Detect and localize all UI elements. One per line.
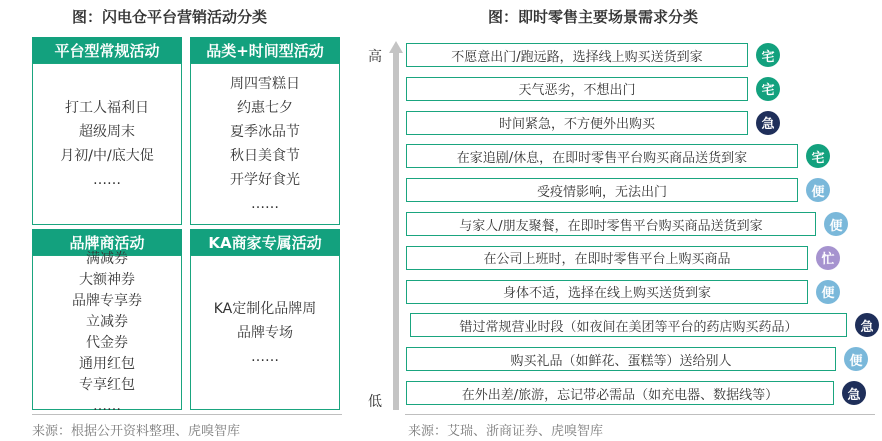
list-item: 秋日美食节 [230,148,300,164]
scenario-badge: 便 [844,347,868,371]
scenario-badge: 忙 [816,246,840,270]
list-item: 品牌专场 [237,324,293,341]
right-source-note: 来源：艾瑞、浙商证券、虎嗅智库 [408,424,604,439]
axis-arrow-shaft [393,52,399,410]
right-figure-title: 图：即时零售主要场景需求分类 [488,8,699,26]
scenario-badge: 宅 [756,77,780,101]
list-item: 超级周末 [79,124,135,140]
panel-body-ka-merchant [190,255,340,410]
list-item: …… [251,196,279,212]
scenario-row: 身体不适，选择在线上购买送货到家 [406,280,808,304]
scenario-badge: 急 [842,381,866,405]
list-item: 打工人福利日 [65,100,149,116]
panel-header-platform-regular: 平台型常规活动 [32,37,182,63]
list-item: 开学好食光 [230,172,300,188]
panel-header-ka-merchant: KA商家专属活动 [190,229,340,255]
axis-label-low: 低 [368,394,382,410]
panel-body-category-time [190,63,340,225]
scenario-badge: 宅 [756,43,780,67]
scenario-badge: 急 [756,111,780,135]
scenario-row: 受疫情影响，无法出门 [406,178,798,202]
list-item: 代金券 [86,334,128,351]
scenario-row: 天气恶劣，不想出门 [406,77,748,101]
list-item: …… [93,172,121,188]
list-item: 通用红包 [79,355,135,372]
list-item: 满减券 [86,250,128,267]
list-item: 夏季冰品节 [230,124,300,140]
panel-body-platform-regular [32,63,182,225]
list-item: …… [93,397,121,414]
list-item: 大额神券 [79,271,135,288]
list-item: 品牌专享券 [72,292,142,309]
left-figure-title: 图：闪电仓平台营销活动分类 [72,8,268,26]
scenario-row: 时间紧急，不方便外出购买 [406,111,748,135]
scenario-badge: 便 [806,178,830,202]
left-source-divider [32,414,342,415]
scenario-row: 不愿意出门/跑远路，选择线上购买送货到家 [406,43,748,67]
scenario-row: 错过常规营业时段（如夜间在美团等平台的药店购买药品） [410,313,847,337]
list-item: 立减券 [86,313,128,330]
panel-header-brand: 品牌商活动 [32,229,182,255]
scenario-badge: 便 [816,280,840,304]
axis-label-high: 高 [368,49,382,65]
scenario-badge: 急 [855,313,879,337]
list-item: …… [251,348,279,365]
list-item: 专享红包 [79,376,135,393]
panel-body-brand [32,250,182,414]
list-item: 周四雪糕日 [230,76,300,92]
scenario-row: 购买礼品（如鲜花、蛋糕等）送给别人 [406,347,836,371]
scenario-row: 在外出差/旅游，忘记带必需品（如充电器、数据线等） [406,381,834,405]
scenario-row: 在家追剧/休息，在即时零售平台购买商品送货到家 [406,144,798,168]
panel-header-category-time: 品类+时间型活动 [190,37,340,63]
right-source-divider [405,414,875,415]
scenario-row: 在公司上班时，在即时零售平台上购买商品 [406,246,808,270]
left-source-note: 来源：根据公开资料整理、虎嗅智库 [32,424,241,439]
scenario-badge: 宅 [806,144,830,168]
list-item: 约惠七夕 [237,100,293,116]
scenario-badge: 便 [824,212,848,236]
list-item: KA定制化品牌周 [213,300,317,317]
list-item: 月初/中/底大促 [60,148,154,164]
scenario-row: 与家人/朋友聚餐，在即时零售平台购买商品送货到家 [406,212,816,236]
